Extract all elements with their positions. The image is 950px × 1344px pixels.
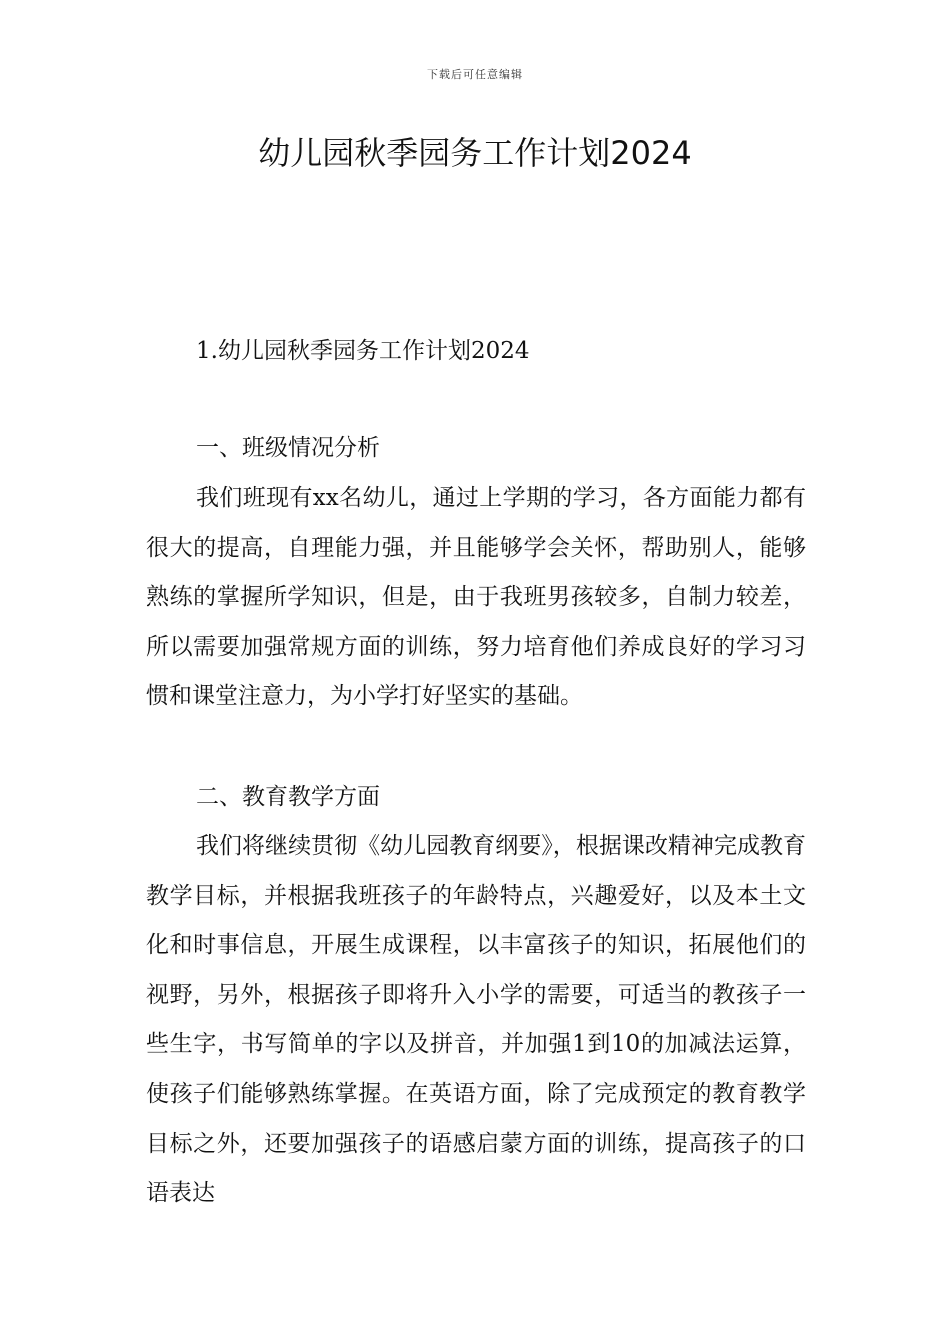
section-heading-teaching: 二、教育教学方面	[196, 784, 380, 810]
paragraph-class-analysis: 我们班现有xx名幼儿，通过上学期的学习，各方面能力都有很大的提高，自理能力强，并且能够学会关怀，帮助别人，能够熟练的掌握所学知识，但是，由于我班男孩较多，自制力较差，所以需要加强常规方面的训练，努力培育他们养成良好的学习习惯和课堂注意力，为小学打好坚实的基础。	[146, 485, 806, 710]
numbered-heading: 1.幼儿园秋季园务工作计划2024	[196, 338, 530, 364]
section-heading-class-analysis: 一、班级情况分析	[196, 435, 380, 461]
paragraph-teaching: 我们将继续贯彻《幼儿园教育纲要》，根据课改精神完成教育教学目标，并根据我班孩子的年龄特点，兴趣爱好，以及本土文化和时事信息，开展生成课程，以丰富孩子的知识，拓展他们的视野，另外，根据孩子即将升入小学的需要，可适当的教孩子一些生字，书写简单的字以及拼音，并加强1到10的加减法运算，使孩子们能够熟练掌握。在英语方面，除了完成预定的教育教学目标之外，还要加强孩子的语感启蒙方面的训练，提高孩子的口语表达	[146, 833, 806, 1207]
header-note: 下载后可任意编辑	[427, 68, 523, 81]
document-title: 幼儿园秋季园务工作计划2024	[258, 134, 692, 172]
